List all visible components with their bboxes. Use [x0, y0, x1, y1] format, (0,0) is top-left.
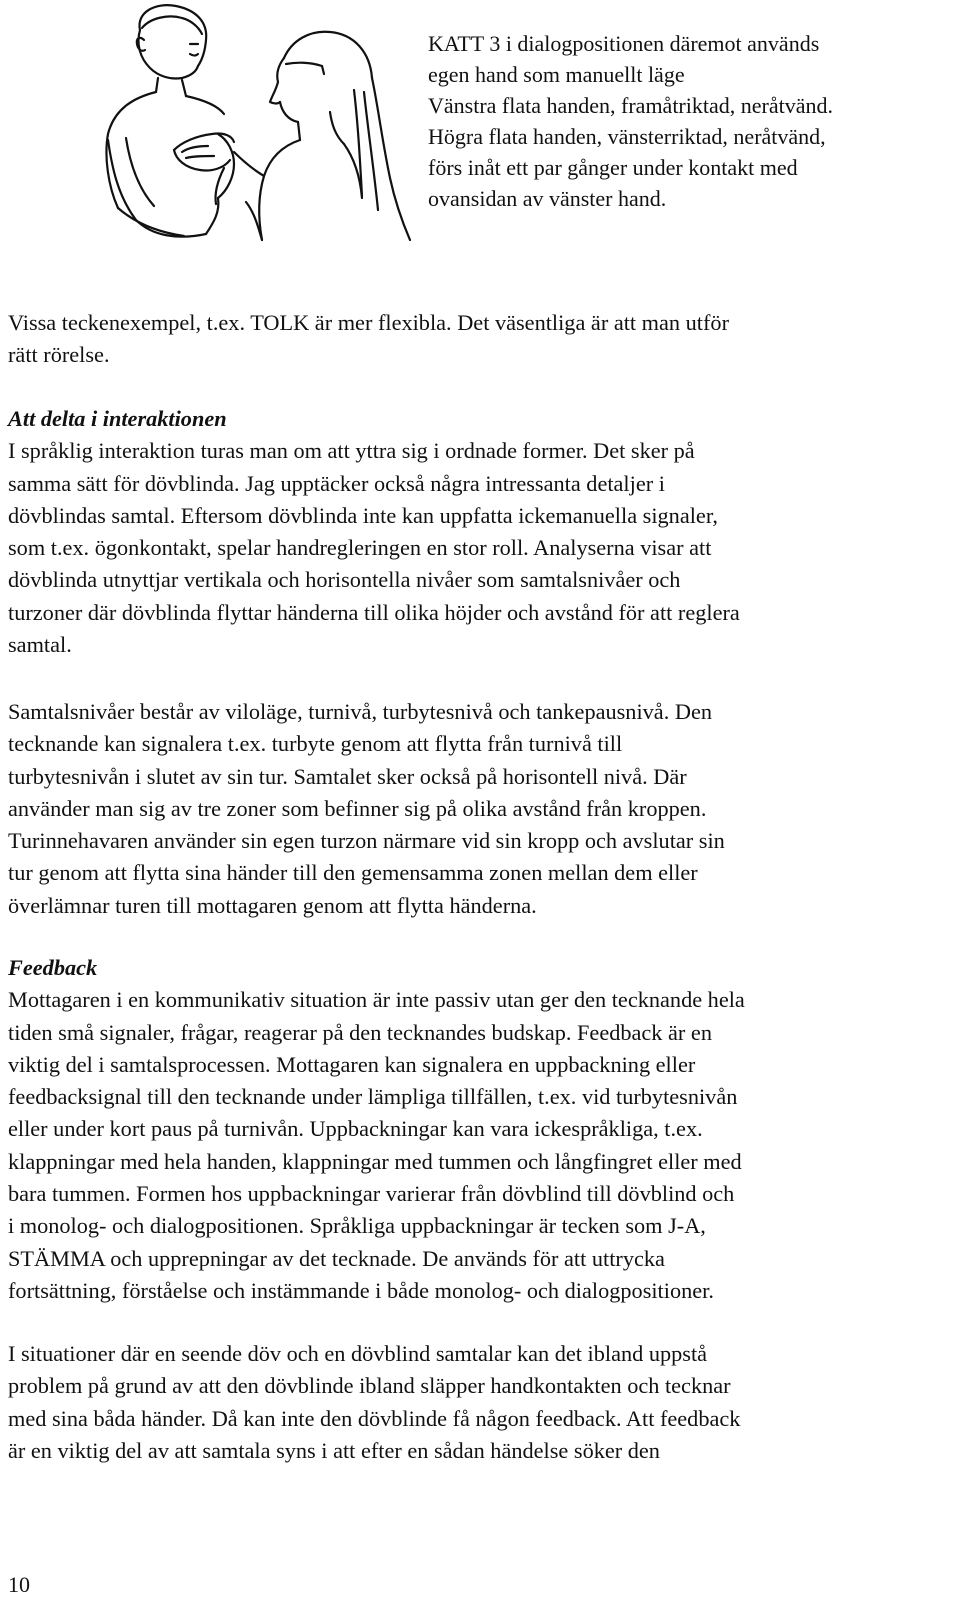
text-line: bara tummen. Formen hos uppbackningar varierar från dövblind till dövblind och: [8, 1181, 735, 1207]
text-line: dövblinda utnyttjar vertikala och horisontella nivåer som samtalsnivåer och: [8, 567, 681, 593]
text-line: överlämnar turen till mottagaren genom att flytta händerna.: [8, 892, 537, 918]
text-line: I situationer där en seende döv och en dövblind samtalar kan det ibland uppstå: [8, 1341, 708, 1366]
caption-line: Vänstra flata handen, framåtriktad, neråtvänd.: [428, 93, 833, 118]
text-line: samtal.: [8, 632, 72, 658]
signing-illustration: [78, 0, 418, 250]
caption-line: ovansidan av vänster hand.: [428, 186, 667, 211]
text-line: i monolog- och dialogpositionen. Språkliga uppbackningar är tecken som J-A,: [8, 1213, 706, 1239]
text-line: turbytesnivån i slutet av sin tur. Samtalet sker också på horisontell nivå. Där: [8, 763, 687, 789]
paragraph-situations: [8, 1338, 948, 1467]
text-line: Mottagaren i en kommunikativ situation är inte passiv utan ger den tecknande hela: [8, 987, 745, 1013]
illustration-caption: [428, 28, 948, 214]
text-line: I språklig interaktion turas man om att yttra sig i ordnade former. Det sker på: [8, 438, 695, 464]
caption-line: Högra flata handen, vänsterriktad, neråtvänd,: [428, 124, 826, 149]
text-line: Samtalsnivåer består av viloläge, turnivå, turbytesnivå och tankepausnivå. Den: [8, 699, 712, 724]
text-line: eller under kort paus på turnivån. Uppbackningar kan vara ickespråkliga, t.ex.: [8, 1116, 703, 1142]
text-line: är en viktig del av att samtala syns i att efter en sådan händelse söker den: [8, 1437, 660, 1463]
text-line: samma sätt för dövblinda. Jag upptäcker också några intressanta detaljer i: [8, 470, 665, 496]
page-number: 10: [8, 1572, 30, 1597]
text-line: klappningar med hela handen, klappningar med tummen och långfingret eller med: [8, 1148, 742, 1174]
caption-line: KATT 3 i dialogpositionen däremot används: [428, 31, 820, 56]
text-line: tiden små signaler, frågar, reagerar på den tecknandes budskap. Feedback är en: [8, 1019, 712, 1045]
text-line: Turinnehavaren använder sin egen turzon närmare vid sin kropp och avslutar sin: [8, 828, 725, 854]
text-line: problem på grund av att den dövblinde ibland släpper handkontakten och tecknar: [8, 1373, 731, 1399]
text-line: turzoner där dövblinda flyttar händerna till olika höjder och avstånd för att reglera: [8, 599, 740, 625]
caption-line: förs inåt ett par gånger under kontakt med: [428, 155, 798, 180]
section-feedback: [8, 952, 948, 1307]
text-line: Vissa teckenexempel, t.ex. TOLK är mer flexibla. Det väsentliga är att man utför: [8, 310, 729, 335]
text-line: viktig del i samtalsprocessen. Mottagaren kan signalera en uppbackning eller: [8, 1051, 696, 1077]
caption-line: egen hand som manuellt läge: [428, 62, 685, 87]
paragraph-conversation-levels: [8, 696, 948, 922]
text-line: dövblindas samtal. Eftersom dövblinda inte kan uppfatta ickemanuella signaler,: [8, 502, 718, 528]
section-heading: Feedback: [8, 955, 98, 980]
text-line: STÄMMA och upprepningar av det tecknade. De används för att uttrycka: [8, 1245, 665, 1271]
paragraph-intro: [8, 307, 948, 372]
text-line: feedbacksignal till den tecknande under lämpliga tillfällen, t.ex. vid turbytesnivån: [8, 1084, 738, 1110]
section-interaction: [8, 403, 948, 661]
text-line: använder man sig av tre zoner som befinner sig på olika avstånd från kroppen.: [8, 795, 707, 821]
text-line: med sina båda händer. Då kan inte den dövblinde få någon feedback. Att feedback: [8, 1405, 741, 1431]
text-line: rätt rörelse.: [8, 342, 110, 368]
section-heading: Att delta i interaktionen: [8, 406, 227, 431]
text-line: tecknande kan signalera t.ex. turbyte genom att flytta från turnivå till: [8, 731, 623, 757]
text-line: tur genom att flytta sina händer till den gemensamma zonen mellan dem eller: [8, 860, 698, 886]
text-line: som t.ex. ögonkontakt, spelar handregleringen en stor roll. Analyserna visar att: [8, 535, 712, 561]
text-line: fortsättning, förståelse och instämmande i både monolog- och dialogpositioner.: [8, 1277, 714, 1303]
